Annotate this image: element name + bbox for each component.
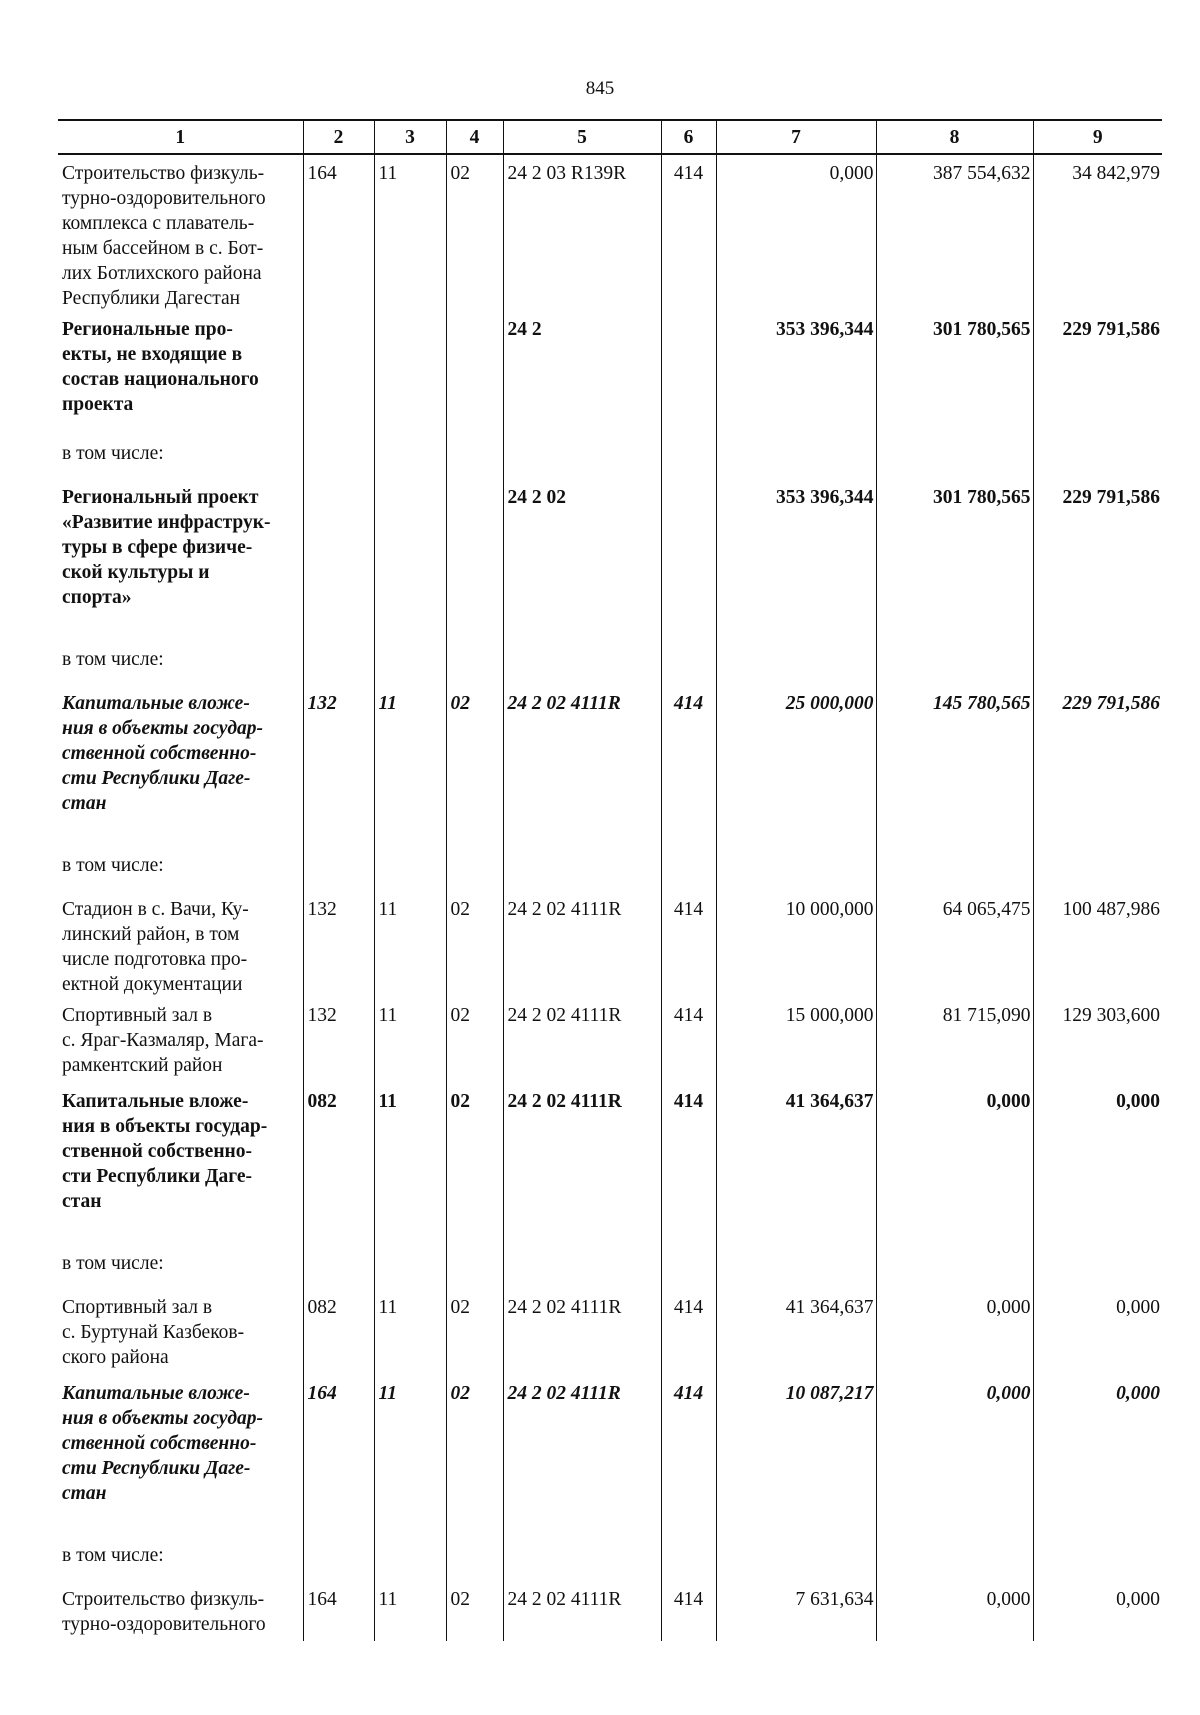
- cell-code-3: [374, 441, 446, 479]
- table-row: [58, 1375, 1162, 1543]
- cell-amount-7: 353 396,344: [716, 479, 876, 647]
- cell-code-2: [303, 441, 374, 479]
- cell-amount-7: [716, 1543, 876, 1581]
- cell-code-4: 02: [446, 1289, 503, 1375]
- cell-code-4: 02: [446, 685, 503, 853]
- cell-amount-9: [1033, 853, 1162, 891]
- cell-amount-8: [876, 853, 1033, 891]
- cell-amount-7: 41 364,637: [716, 1289, 876, 1375]
- table-row: [58, 647, 1162, 685]
- cell-amount-8: 0,000: [876, 1289, 1033, 1375]
- cell-code-6: 414: [661, 1083, 716, 1251]
- cell-amount-9: 229 791,586: [1033, 685, 1162, 853]
- cell-name: в том числе:: [62, 855, 164, 876]
- cell-amount-8: [876, 647, 1033, 685]
- table-row: [58, 479, 1162, 647]
- cell-amount-8: [876, 1251, 1033, 1289]
- table-row: [58, 154, 1162, 311]
- cell-code-5: 24 2 02 4111R: [503, 1289, 661, 1375]
- cell-code-5: 24 2 02 4111R: [503, 685, 661, 853]
- cell-amount-8: 145 780,565: [876, 685, 1033, 853]
- cell-code-2: [303, 1543, 374, 1581]
- table-row: [58, 1543, 1162, 1581]
- cell-amount-9: 0,000: [1033, 1581, 1162, 1641]
- cell-code-4: 02: [446, 154, 503, 311]
- cell-amount-7: [716, 441, 876, 479]
- cell-amount-8: 0,000: [876, 1581, 1033, 1641]
- cell-name: Капитальные вложе- ния в объекты государ- ственной собственно- сти Республики Даге- стан: [62, 1383, 264, 1504]
- cell-code-3: 11: [374, 1289, 446, 1375]
- cell-amount-9: 0,000: [1033, 1375, 1162, 1543]
- column-header: 5: [503, 120, 661, 154]
- cell-code-2: [303, 1251, 374, 1289]
- cell-code-6: [661, 311, 716, 441]
- cell-code-3: 11: [374, 685, 446, 853]
- cell-code-6: 414: [661, 154, 716, 311]
- cell-code-4: [446, 1251, 503, 1289]
- cell-code-2: [303, 479, 374, 647]
- cell-code-3: [374, 1543, 446, 1581]
- cell-code-4: [446, 1543, 503, 1581]
- cell-code-4: 02: [446, 1083, 503, 1251]
- cell-code-2: 164: [303, 1581, 374, 1641]
- column-header: 1: [58, 120, 303, 154]
- cell-amount-7: 15 000,000: [716, 997, 876, 1083]
- cell-amount-7: [716, 853, 876, 891]
- cell-code-4: [446, 647, 503, 685]
- table-row: [58, 311, 1162, 441]
- cell-code-5: [503, 1543, 661, 1581]
- cell-code-6: [661, 479, 716, 647]
- table-row: [58, 853, 1162, 891]
- cell-code-2: 132: [303, 997, 374, 1083]
- cell-amount-9: 229 791,586: [1033, 479, 1162, 647]
- cell-amount-8: [876, 441, 1033, 479]
- cell-code-2: [303, 853, 374, 891]
- cell-name: в том числе:: [62, 1253, 164, 1274]
- cell-code-2: 132: [303, 891, 374, 997]
- cell-code-5: 24 2 02 4111R: [503, 1581, 661, 1641]
- cell-code-6: 414: [661, 685, 716, 853]
- cell-code-4: [446, 311, 503, 441]
- cell-amount-7: [716, 1251, 876, 1289]
- cell-code-3: 11: [374, 154, 446, 311]
- cell-code-2: 164: [303, 1375, 374, 1543]
- cell-amount-8: 387 554,632: [876, 154, 1033, 311]
- cell-code-3: [374, 647, 446, 685]
- table-row: [58, 997, 1162, 1083]
- cell-amount-7: 10 000,000: [716, 891, 876, 997]
- cell-code-4: [446, 479, 503, 647]
- cell-code-6: 414: [661, 1581, 716, 1641]
- cell-code-5: 24 2 02: [503, 479, 661, 647]
- budget-table: [58, 119, 1162, 1641]
- column-header: 6: [661, 120, 716, 154]
- cell-amount-9: [1033, 441, 1162, 479]
- table-row: [58, 441, 1162, 479]
- column-header: 8: [876, 120, 1033, 154]
- cell-name: в том числе:: [62, 649, 164, 670]
- cell-code-3: [374, 853, 446, 891]
- column-header: 7: [716, 120, 876, 154]
- cell-amount-7: [716, 647, 876, 685]
- cell-code-4: 02: [446, 891, 503, 997]
- cell-amount-8: 81 715,090: [876, 997, 1033, 1083]
- cell-amount-8: 0,000: [876, 1375, 1033, 1543]
- table-row: [58, 1289, 1162, 1375]
- cell-code-5: 24 2 02 4111R: [503, 997, 661, 1083]
- cell-amount-8: 64 065,475: [876, 891, 1033, 997]
- cell-code-4: [446, 853, 503, 891]
- cell-amount-9: [1033, 1543, 1162, 1581]
- cell-amount-9: 100 487,986: [1033, 891, 1162, 997]
- cell-amount-9: 229 791,586: [1033, 311, 1162, 441]
- cell-amount-9: 0,000: [1033, 1083, 1162, 1251]
- table-row: [58, 1581, 1162, 1641]
- table-row: [58, 1083, 1162, 1251]
- cell-code-5: 24 2: [503, 311, 661, 441]
- column-header: 4: [446, 120, 503, 154]
- cell-amount-8: [876, 1543, 1033, 1581]
- cell-code-2: 132: [303, 685, 374, 853]
- cell-code-5: [503, 853, 661, 891]
- cell-amount-8: 0,000: [876, 1083, 1033, 1251]
- cell-amount-8: 301 780,565: [876, 479, 1033, 647]
- cell-code-4: [446, 441, 503, 479]
- cell-name: Спортивный зал в с. Буртунай Казбеков- ского района: [62, 1297, 245, 1368]
- cell-name: Капитальные вложе- ния в объекты государ- ственной собственно- сти Республики Даге- стан: [62, 693, 264, 814]
- page-number: 845: [585, 78, 615, 99]
- cell-amount-7: 353 396,344: [716, 311, 876, 441]
- cell-code-2: 164: [303, 154, 374, 311]
- cell-amount-9: 0,000: [1033, 1289, 1162, 1375]
- cell-amount-8: 301 780,565: [876, 311, 1033, 441]
- cell-code-3: 11: [374, 1083, 446, 1251]
- cell-code-2: 082: [303, 1083, 374, 1251]
- cell-code-4: 02: [446, 1375, 503, 1543]
- cell-code-5: 24 2 02 4111R: [503, 891, 661, 997]
- cell-amount-9: [1033, 647, 1162, 685]
- cell-code-6: [661, 647, 716, 685]
- cell-code-4: 02: [446, 1581, 503, 1641]
- cell-code-6: [661, 853, 716, 891]
- header-row: [58, 120, 1162, 154]
- cell-code-6: 414: [661, 997, 716, 1083]
- cell-code-3: [374, 1251, 446, 1289]
- cell-code-5: 24 2 02 4111R: [503, 1083, 661, 1251]
- column-header: 9: [1033, 120, 1162, 154]
- cell-code-6: 414: [661, 891, 716, 997]
- cell-amount-7: 10 087,217: [716, 1375, 876, 1543]
- table-row: [58, 685, 1162, 853]
- cell-amount-9: 129 303,600: [1033, 997, 1162, 1083]
- table-row: [58, 891, 1162, 997]
- cell-name: Региональные про- екты, не входящие в состав национального проекта: [62, 319, 259, 415]
- cell-amount-7: 25 000,000: [716, 685, 876, 853]
- cell-name: Спортивный зал в с. Яраг-Казмаляр, Мага- рамкентский район: [62, 1005, 264, 1076]
- table-body: [58, 154, 1162, 1641]
- cell-code-2: [303, 311, 374, 441]
- cell-code-5: 24 2 02 4111R: [503, 1375, 661, 1543]
- cell-amount-7: 41 364,637: [716, 1083, 876, 1251]
- cell-code-6: 414: [661, 1375, 716, 1543]
- cell-name: Строительство физкуль- турно-оздоровительного: [62, 1589, 266, 1635]
- cell-code-6: [661, 1251, 716, 1289]
- cell-code-5: 24 2 03 R139R: [503, 154, 661, 311]
- cell-amount-9: 34 842,979: [1033, 154, 1162, 311]
- cell-amount-9: [1033, 1251, 1162, 1289]
- column-header: 3: [374, 120, 446, 154]
- cell-code-3: [374, 479, 446, 647]
- cell-code-3: 11: [374, 891, 446, 997]
- cell-amount-7: 0,000: [716, 154, 876, 311]
- cell-name: Стадион в с. Вачи, Ку- линский район, в том числе подготовка про- ектной документации: [62, 899, 249, 995]
- cell-code-6: [661, 441, 716, 479]
- cell-code-5: [503, 1251, 661, 1289]
- cell-code-5: [503, 441, 661, 479]
- cell-code-3: 11: [374, 1581, 446, 1641]
- cell-code-4: 02: [446, 997, 503, 1083]
- budget-table-container: [58, 119, 1162, 1641]
- cell-code-2: [303, 647, 374, 685]
- cell-code-6: [661, 1543, 716, 1581]
- cell-code-3: 11: [374, 997, 446, 1083]
- cell-name: Капитальные вложе- ния в объекты государ- ственной собственно- сти Республики Даге- стан: [62, 1091, 268, 1212]
- table-row: [58, 1251, 1162, 1289]
- cell-code-2: 082: [303, 1289, 374, 1375]
- cell-code-6: 414: [661, 1289, 716, 1375]
- cell-code-3: 11: [374, 1375, 446, 1543]
- cell-name: в том числе:: [62, 1545, 164, 1566]
- column-header: 2: [303, 120, 374, 154]
- cell-name: Строительство физкуль- турно-оздоровительного комплекса с плаватель- ным бассейном в с. Бот- лих Ботлихского района Республики Дагестан: [62, 163, 266, 309]
- cell-amount-7: 7 631,634: [716, 1581, 876, 1641]
- cell-code-5: [503, 647, 661, 685]
- cell-name: Региональный проект «Развитие инфраструк- туры в сфере физиче- ской культуры и спорта»: [62, 487, 271, 608]
- cell-name: в том числе:: [62, 443, 164, 464]
- cell-code-3: [374, 311, 446, 441]
